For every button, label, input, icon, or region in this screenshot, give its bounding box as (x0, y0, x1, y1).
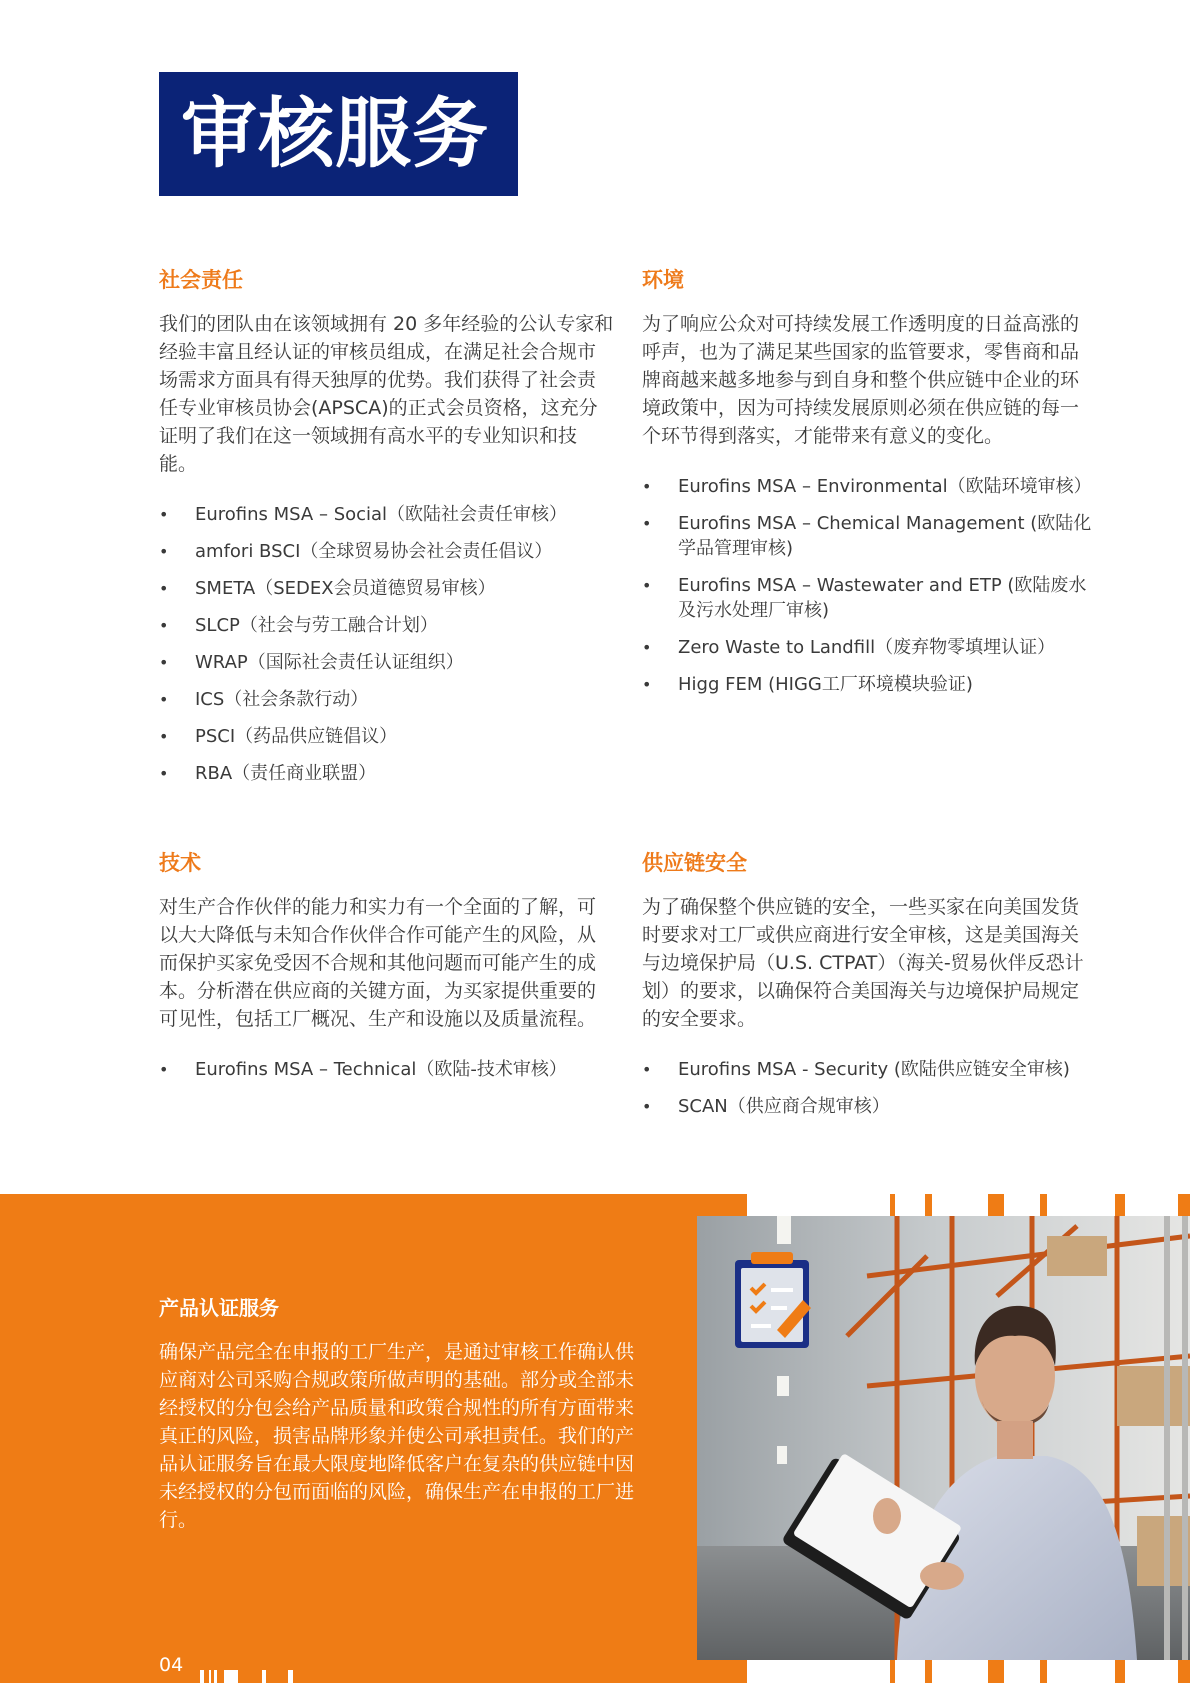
list-item: • SMETA（SEDEX会员道德贸易审核） (159, 578, 496, 599)
list-item: • SLCP（社会与劳工融合计划） (159, 615, 438, 636)
checklist-icon (733, 1250, 811, 1350)
list-item: • RBA（责任商业联盟） (159, 763, 377, 784)
section-body: 为了确保整个供应链的安全，一些买家在向美国发货时要求对工厂或供应商进行安全审核，这是美国海关与边境保护局（U.S. CTPAT）（海关-贸易伙伴反恐计划）的要求，以确保符合美国海关与边境保护局规定的安全要求。 (642, 896, 1084, 1030)
list-item: • SCAN（供应商合规审核） (642, 1096, 890, 1117)
list-item: • PSCI（药品供应链倡议） (159, 726, 398, 747)
list-item: • Higg FEM (HIGG工厂环境模块验证) (642, 674, 973, 695)
bullet: • (159, 616, 169, 635)
list-item: • Eurofins MSA – Environmental（欧陆环境审核） (642, 476, 1092, 497)
certification-body: 确保产品完全在申报的工厂生产，是通过审核工作确认供应商对公司采购合规政策所做声明的基础。部分或全部未经授权的分包会给产品质量和政策合规性的所有方面带来真正的风险，损害品牌形象并使公司承担责任。我们的产品认证服务旨在最大限度地降低客户在复杂的供应链中因未经授权的分包而面临的风险，确保生产在申报的工厂进行。 (159, 1341, 635, 1531)
list-item: • Eurofins MSA – Technical（欧陆-技术审核） (159, 1059, 567, 1080)
certification-heading: 产品认证服务 (159, 1296, 279, 1320)
bullet: • (642, 675, 652, 694)
bullet: • (159, 579, 169, 598)
decor-stripe (988, 1194, 1004, 1216)
list-item: • Zero Waste to Landfill（废弃物零填埋认证） (642, 637, 1056, 658)
decor-bar (200, 1670, 204, 1683)
section-heading: 技术 (159, 851, 201, 875)
decor-bar (214, 1670, 217, 1683)
decor-bar (262, 1670, 266, 1683)
page-number: 04 (159, 1654, 184, 1676)
bullet: • (159, 505, 169, 524)
bullet: • (159, 764, 169, 783)
section-list (642, 474, 1097, 697)
bullet: • (642, 576, 652, 595)
bullet: • (159, 542, 169, 561)
decor-stripe (925, 1660, 932, 1683)
certification-block (159, 1294, 649, 1534)
decor-stripe (1040, 1194, 1047, 1216)
section-list (159, 502, 614, 786)
decor-bar (209, 1670, 211, 1683)
bullet: • (642, 477, 652, 496)
decor-stripe (1040, 1660, 1047, 1683)
decor-stripe (925, 1194, 932, 1216)
section-list (159, 1057, 614, 1082)
decor-stripe (890, 1194, 895, 1216)
section-body: 我们的团队由在该领域拥有 20 多年经验的公认专家和经验丰富且经认证的审核员组成，在满足社会合规市场需求方面具有得天独厚的优势。我们获得了社会责任专业审核员协会(APSCA)的正式会员资格，这充分证明了我们在这一领域拥有高水平的专业知识和技能。 (159, 313, 614, 475)
decor-bar (224, 1670, 238, 1683)
section-body: 对生产合作伙伴的能力和实力有一个全面的了解，可以大大降低与未知合作伙伴合作可能产生的风险，从而保护买家免受因不合规和其他问题而可能产生的成本。分析潜在供应商的关键方面，为买家提供重要的可见性，包括工厂概况、生产和设施以及质量流程。 (159, 896, 597, 1030)
section-heading: 社会责任 (159, 268, 243, 292)
decor-stripe (1178, 1660, 1190, 1683)
decor-stripe (890, 1660, 895, 1683)
list-item: • amfori BSCI（全球贸易协会社会责任倡议） (159, 541, 553, 562)
bullet: • (159, 690, 169, 709)
list-item: • Eurofins MSA – Social（欧陆社会责任审核） (159, 504, 568, 525)
bullet: • (642, 514, 652, 533)
decor-stripe (1115, 1194, 1125, 1216)
bullet: • (642, 1060, 652, 1079)
decor-stripe (1178, 1194, 1190, 1216)
list-item: • Eurofins MSA – Wastewater and ETP (欧陆废水及污水处理厂审核) (642, 575, 1087, 621)
bullet: • (159, 727, 169, 746)
page-title-box (159, 72, 518, 196)
section-heading: 环境 (642, 268, 684, 292)
section-heading: 供应链安全 (642, 851, 747, 875)
list-item: • ICS（社会条款行动） (159, 689, 369, 710)
list-item: • Eurofins MSA – Chemical Management (欧陆化学品管理审核) (642, 513, 1092, 559)
section-environment (642, 266, 1097, 709)
decor-stripe (988, 1660, 1004, 1683)
bullet: • (642, 638, 652, 657)
section-social (159, 266, 614, 798)
decor-bar (288, 1670, 293, 1683)
section-technical (159, 849, 614, 1094)
decor-stripe (1115, 1660, 1125, 1683)
section-security (642, 849, 1097, 1131)
section-list (642, 1057, 1097, 1119)
bullet: • (642, 1097, 652, 1116)
list-item: • Eurofins MSA - Security (欧陆供应链安全审核) (642, 1059, 1070, 1080)
page-title: 审核服务 (181, 89, 489, 178)
list-item: • WRAP（国际社会责任认证组织） (159, 652, 464, 673)
bullet: • (159, 653, 169, 672)
section-body: 为了响应公众对可持续发展工作透明度的日益高涨的呼声，也为了满足某些国家的监管要求，零售商和品牌商越来越多地参与到自身和整个供应链中企业的环境政策中，因为可持续发展原则必须在供应链的每一个环节得到落实，才能带来有意义的变化。 (642, 313, 1080, 447)
bullet: • (159, 1060, 169, 1079)
